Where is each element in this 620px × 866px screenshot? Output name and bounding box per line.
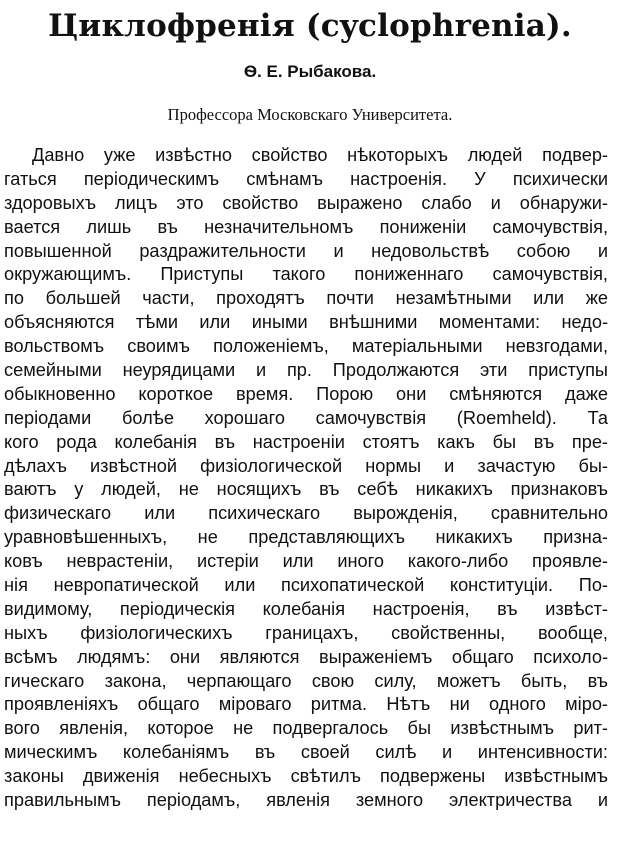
paragraph-line: ваютъ у людей, не носящихъ въ себѣ никакихъ признаковъ — [4, 479, 608, 500]
paragraph-line: всѣмъ людямъ: они являются выраженіемъ общаго психоло- — [4, 646, 608, 667]
paragraph-line: мическимъ колебаніямъ въ своей силѣ и интенсивности: — [4, 742, 608, 763]
author-affiliation: Профессора Московскаго Университета. — [167, 105, 453, 124]
paragraph-line: семейными неурядицами и пр. Продолжаются эти приступы — [4, 360, 608, 381]
paragraph-line: законы движенія небесныхъ свѣтилъ подвержены извѣстнымъ — [4, 766, 608, 787]
paragraph-line: здоровыхъ лицъ это свойство выражено слабо и обнаружи- — [4, 192, 608, 213]
paragraph-line: гическаго закона, черпающаго свою силу, можетъ быть, въ — [4, 670, 608, 691]
paragraph-line: дѣлахъ извѣстной физіологической нормы и зачастую бы- — [4, 455, 608, 476]
paragraph-line: окружающимъ. Приступы такого пониженнаго самочувствія, — [4, 264, 608, 285]
article-body-paragraph — [4, 144, 608, 813]
paragraph-line: правильнымъ періодамъ, явленія земного электричества и — [4, 790, 608, 811]
paragraph-line: ныхъ физіологическихъ границахъ, свойственны, вообще, — [4, 622, 608, 643]
paragraph-line: вается лишь въ незначительномъ пониженіи самочувствія, — [4, 216, 608, 237]
paragraph-line: вольствомъ своимъ положеніемъ, матеріальными невзгодами, — [4, 336, 608, 357]
paragraph-line: уравновѣшенныхъ, не представляющихъ никакихъ призна- — [4, 527, 608, 548]
paragraph-line: ковъ неврастеніи, истеріи или иного какого-либо проявле- — [4, 551, 608, 572]
paragraph-line: Давно уже извѣстно свойство нѣкоторыхъ людей подвер- — [32, 145, 608, 165]
paragraph-line: проявленіяхъ общаго міроваго ритма. Нѣтъ ни одного міро- — [4, 694, 608, 715]
paragraph-line: гаться періодическимъ смѣнамъ настроенія. У психически — [4, 168, 608, 189]
article-author: Ѳ. Е. Рыбакова. — [243, 62, 377, 81]
paragraph-line: физическаго или психическаго вырожденія, сравнительно — [4, 503, 608, 524]
paragraph-line: объясняются тѣми или иными внѣшними моментами: недо- — [4, 312, 608, 333]
paragraph-line: по большей части, проходятъ почти незамѣтными или же — [4, 288, 608, 309]
paragraph-line: періодами болѣе хорошаго самочувствія (Roemheld). Та — [4, 407, 608, 428]
paragraph-line: нія невропатической или психопатической конституціи. По- — [4, 575, 608, 596]
paragraph-line: повышенной раздражительности и недовольствѣ собою и — [4, 240, 608, 261]
paragraph-line: обыкновенно короткое время. Порою они смѣняются даже — [4, 383, 608, 404]
paragraph-line: видимому, періодическія колебанія настроенія, въ извѣст- — [4, 598, 608, 619]
paragraph-line: вого явленія, которое не подвергалось бы извѣстнымъ рит- — [4, 718, 608, 739]
paragraph-line: кого рода колебанія въ настроеніи стоятъ какъ бы въ пре- — [4, 431, 608, 452]
article-title: Циклофренія (cyclophrenia). — [48, 8, 572, 44]
